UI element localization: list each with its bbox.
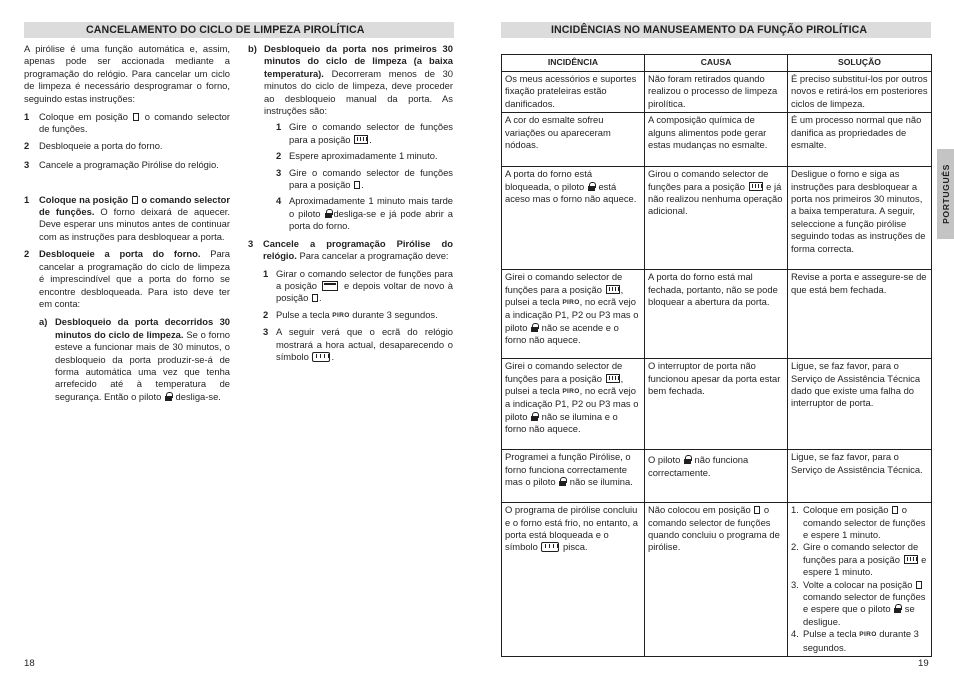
step-text: Gire o comando selector de funções para a posição . [289,166,453,191]
lock-icon [684,455,691,464]
step-text: Cancele a programação Pirólise do relógio. [39,159,219,171]
sub-item-label: b) [248,43,257,54]
sub-item-a [39,316,230,403]
b-step-1 [276,121,453,146]
sub-item-label: a) [39,316,48,328]
cell-incidencia: A porta do forno está bloqueada, o piloto está aceso mas o forno não aquece. [502,167,645,270]
piro-key-icon: PIRO [562,299,580,307]
solution-steps [791,504,928,654]
cell-solucao [788,503,932,657]
off-position-icon [312,294,318,302]
b-step-4 [276,195,453,232]
detail-text: Desbloqueie a porta do forno. Para cancelar a programação do ciclo de limpeza é imprescindível que a porta do forno se encontre desbloqueada. Para isto deve ter em conta: [39,248,230,309]
off-position-icon [133,113,139,121]
step-text: Aproximadamente 1 minuto mais tarde o piloto desliga-se e já pode abrir a porta do forno. [289,195,454,232]
table-row [502,167,932,270]
sub-item-text: Desbloqueio da porta decorridos 30 minutos do ciclo de limpeza. Se o forno esteve a funcionar mais de 30 minutos, o desbloqueio da porta produzir-se-á de forma automática uma vez que tenha arrefecido até à temperatura de segurança. Então o piloto desliga-se. [55,316,230,402]
table-row [502,270,932,359]
table-row [502,450,932,503]
step-text: Coloque em posição o comando selector de funções. [39,111,230,135]
cell-incidencia: A cor do esmalte sofreu variações ou apareceram nódoas. [502,113,645,167]
pyrolysis-icon [354,135,368,144]
lock-icon [559,477,566,486]
cell-incidencia: O programa de pirólise concluiu e o forno está frio, no entanto, a porta está bloqueada e o símbolo pisca. [502,503,645,657]
step-number: 1 [24,111,30,123]
cell-causa: Não colocou em posição o comando selector de funções quando concluiu o programa de pirólise. [645,503,788,657]
step-text: Desbloqueie a porta do forno. [39,139,163,151]
detail-2 [24,248,230,310]
page-number-left: 18 [24,658,35,669]
piro-key-icon: PIRO [859,631,877,639]
detail-number: 2 [24,248,30,260]
step-text: A seguir verá que o ecrã do relógio mostrará a hora actual, desaparecendo o símbolo . [276,326,453,362]
pyrolysis-icon [312,352,330,362]
cell-solucao: Ligue, se faz favor, para o Serviço de Assistência Técnica dado que existe uma falha do interruptor de porta. [788,359,932,450]
left-column-a [24,43,230,403]
step-number: 3 [263,326,269,338]
detail-3 [248,238,453,263]
detail-number: 3 [248,237,254,249]
solution-step: 1. Coloque em posição o comando selector de funções e espere 1 minuto. [791,504,926,541]
lock-icon [165,392,172,401]
b-step-3 [276,167,453,192]
table-row [502,359,932,450]
cell-solucao: Desligue o forno e siga as instruções para desbloquear a porta nos primeiros 30 minutos, a baixa temperatura. A seguir, seleccione a função pirólise seguindo todas as instruções de forma correcta. [788,167,932,270]
off-position-icon [754,506,760,514]
off-position-icon [354,181,360,189]
table-row [502,113,932,167]
off-position-icon [916,581,922,589]
step-1 [24,111,230,136]
step-number: 3 [276,166,282,178]
column-header-causa: CAUSA [645,55,788,72]
cell-causa: Girou o comando selector de funções para a posição e já não realizou nenhuma operação adicional. [645,167,788,270]
lock-icon [894,604,901,613]
step-number: 2 [263,308,269,320]
cell-solucao: Ligue, se faz favor, para o Serviço de Assistência Técnica. [788,450,932,503]
intro-paragraph: A pirólise é uma função automática e, assim, apenas pode ser accionada mediante a programação do relógio. Para cancelar um ciclo de limpeza é necessário desprogramar o forno, seguindo estas instruções: [24,43,230,104]
c-step-3 [263,326,453,363]
section-heading-left: CANCELAMENTO DO CICLO DE LIMPEZA PIROLÍTICA [24,22,454,38]
piro-key-icon: PIRO [332,311,350,319]
step-text: Gire o comando selector de funções para a posição . [289,121,453,145]
off-position-icon [132,196,138,204]
cell-solucao: É um processo normal que não danifica as propriedades de esmalte. [788,113,932,167]
cell-solucao: Revise a porta e assegure-se de que está bem fechada. [788,270,932,359]
pyrolysis-icon [749,182,763,191]
off-position-icon [892,506,898,514]
piro-key-icon: PIRO [562,388,580,396]
cell-incidencia: Girei o comando selector de funções para a posição , pulsei a tecla PIRO, no ecrã vejo a indicação P1, P2 ou P3 mas o piloto não se ilumina e o forno não aquece. [502,359,645,450]
c-step-2 [263,309,453,322]
incidents-table [501,54,932,657]
table-row [502,503,932,657]
cell-causa: O piloto não funciona correctamente. [645,450,788,503]
sub-item-text: Desbloqueio da porta nos primeiros 30 minutos do ciclo de limpeza (a baixa temperatura). Decorreram menos de 30 minutos do ciclo de limpeza, deve proceder ao desbloqueio manual da porta. As instruções são: [264,43,453,117]
cell-causa: A porta do forno está mal fechada, portanto, não se pode bloquear a abertura da porta. [645,270,788,359]
sub-item-b [248,43,453,117]
b-step-2 [276,150,453,162]
step-text: Espere aproximadamente 1 minuto. [289,150,438,162]
cell-causa: Não foram retirados quando realizou o processo de limpeza pirolítica. [645,72,788,113]
solution-step: 4. Pulse a tecla PIRO durante 3 segundos. [791,628,919,653]
cell-solucao: É preciso substituí-los por outros novos e retirá-los em posteriores ciclos de limpeza. [788,72,932,113]
cell-causa: A composição química de alguns alimentos pode gerar estas mudanças no esmalte. [645,113,788,167]
column-header-incidencia: INCIDÊNCIA [502,55,645,72]
step-number: 4 [276,195,282,207]
detail-text: Cancele a programação Pirólise do relógio. Para cancelar a programação deve: [263,237,453,262]
step-text: Girar o comando selector de funções para a posição e depois voltar de novo à posição . [276,267,453,304]
solution-step: 2. Gire o comando selector de funções para a posição e espere 1 minuto. [791,541,927,578]
solution-step: 3. Volte a colocar na posição comando selector de funções e espere que o piloto se desligue. [791,578,926,627]
page-number-right: 19 [918,658,929,669]
step-2 [24,140,230,152]
pyrolysis-icon [541,542,559,552]
step-number: 1 [276,121,282,133]
step-text: Pulse a tecla PIRO durante 3 segundos. [276,308,438,320]
step-number: 2 [276,150,282,162]
lock-icon [531,323,538,332]
detail-1 [24,194,230,244]
cell-causa: O interruptor de porta não funcionou apesar da porta estar bem fechada. [645,359,788,450]
language-tab [937,149,954,239]
detail-text: Coloque na posição o comando selector de funções. O forno deixará de aquecer. Deve esperar uns minutos antes de continuar com as instruções para desbloquear a porta. [39,193,231,242]
c-step-1 [263,268,453,305]
lock-icon [588,182,595,191]
step-number: 1 [263,267,269,279]
section-heading-right: INCIDÊNCIAS NO MANUSEAMENTO DA FUNÇÃO PIROLÍTICA [501,22,931,38]
table-header-row [502,55,932,72]
step-number: 3 [24,159,30,171]
cell-incidencia: Os meus acessórios e suportes fixação prateleiras estão danificados. [502,72,645,113]
step-3 [24,159,230,171]
top-element-icon [322,281,338,291]
pyrolysis-icon [904,555,918,564]
language-tab-label: PORTUGUÊS [940,164,951,224]
left-column-b [248,43,453,363]
pyrolysis-icon [606,285,620,294]
step-number: 2 [24,139,30,151]
detail-number: 1 [24,193,30,205]
cell-incidencia: Programei a função Pirólise, o forno funciona correctamente mas o piloto não se ilumina. [502,450,645,503]
lock-icon [325,209,332,218]
column-header-solucao: SOLUÇÃO [788,55,932,72]
lock-icon [531,412,538,421]
cell-incidencia: Girei o comando selector de funções para a posição , pulsei a tecla PIRO, no ecrã vejo a indicação P1, P2 ou P3 mas o piloto não se acende e o forno não aquece. [502,270,645,359]
table-row [502,72,932,113]
pyrolysis-icon [606,374,620,383]
